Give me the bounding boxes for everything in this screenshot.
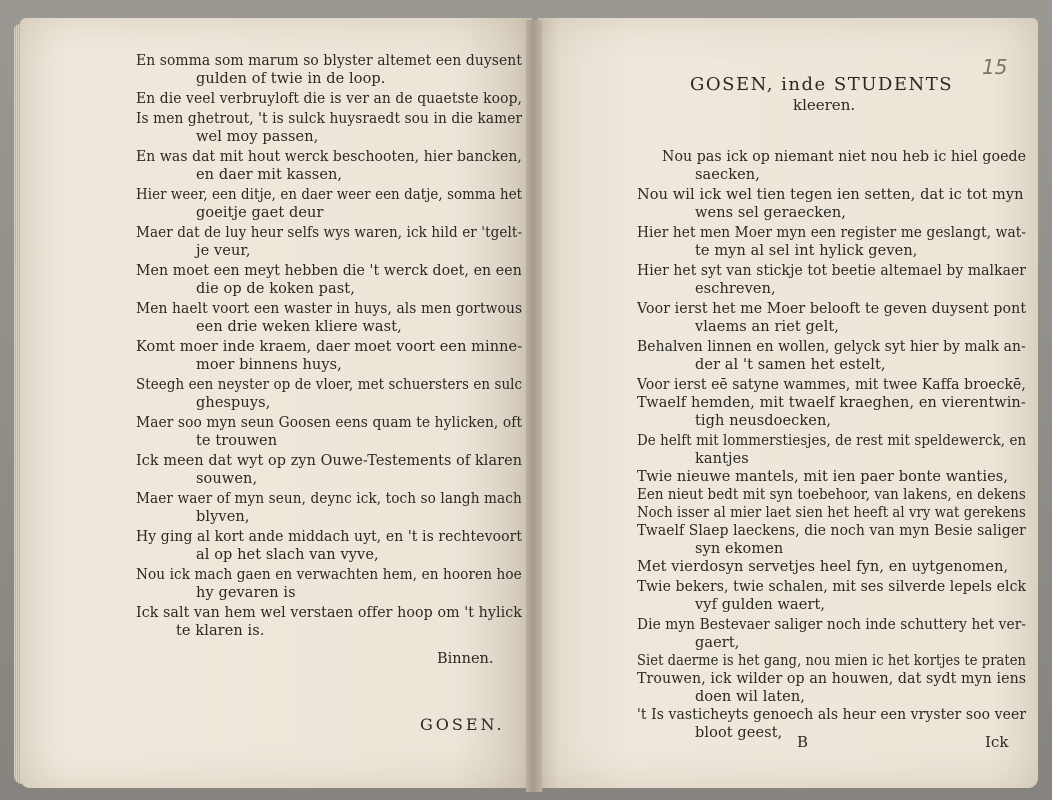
right-line: Hier het men Moer myn een register me geslangt, wat-: [637, 225, 1027, 241]
left-line: en daer mit kassen,: [196, 167, 343, 183]
left-line: die op de koken past,: [196, 281, 355, 297]
right-line: Twaelf Slaep laeckens, die noch van myn Besie saliger: [637, 523, 1026, 539]
left-line: Komt moer inde kraem, daer moet voort een minne-: [136, 339, 523, 355]
left-line: Men moet een meyt hebben die 't werck doet, en een: [136, 263, 522, 279]
left-line: Hier weer, een ditje, en daer weer een datje, somma het: [136, 187, 523, 203]
right-line: Een nieut bedt mit syn toebehoor, van lakens, en dekens: [637, 487, 1026, 503]
left-line: blyven,: [196, 509, 250, 525]
left-line: Ick meen dat wyt op zyn Ouwe-Testements of klaren: [136, 453, 523, 469]
right-line: Hier het syt van stickje tot beetie altemael by malkaer: [637, 263, 1027, 279]
right-line: Trouwen, ick wilder op an houwen, dat sydt myn iens: [637, 671, 1027, 687]
right-line: tigh neusdoecken,: [695, 413, 832, 429]
book-gutter: [526, 20, 542, 792]
right-line: Voor ierst eē satyne wammes, mit twee Kaffa broeckē,: [637, 377, 1026, 393]
left-line: Ick salt van hem wel verstaen offer hoop om 't hylick: [136, 605, 522, 621]
left-line: moer binnens huys,: [196, 357, 342, 373]
right-line: Met vierdosyn servetjes heel fyn, en uytgenomen,: [637, 559, 1009, 575]
right-line: der al 't samen het estelt,: [695, 357, 886, 373]
left-line: Nou ick mach gaen en verwachten hem, en hooren hoe: [136, 567, 522, 583]
right-line: Twie bekers, twie schalen, mit ses silverde lepels elck: [637, 579, 1027, 595]
right-line: saecken,: [695, 167, 760, 183]
left-line: een drie weken kliere wast,: [196, 319, 402, 335]
right-line: Behalven linnen en wollen, gelyck syt hier by malk an-: [637, 339, 1026, 355]
right-line: eschreven,: [695, 281, 776, 297]
right-line: Twaelf hemden, mit twaelf kraeghen, en vierentwin-: [637, 395, 1026, 411]
right-line: Voor ierst het me Moer belooft te geven duysent pont: [637, 301, 1027, 317]
right-line: doen wil laten,: [695, 689, 805, 705]
left-line: Maer soo myn seun Goosen eens quam te hylicken, oft: [136, 415, 523, 431]
right-line: Twie nieuwe mantels, mit ien paer bonte wanties,: [637, 469, 1009, 485]
left-line: te trouwen: [196, 433, 278, 449]
right-line: vyf gulden waert,: [695, 597, 826, 613]
left-line: Is men ghetrout, 't is sulck huysraedt sou in die kamer: [136, 111, 523, 127]
signature-mark: B: [797, 733, 809, 751]
left-line: En die veel verbruyloft die is ver an de quaetste koop,: [136, 91, 523, 107]
left-line: Steegh een neyster op de vloer, met schuersters en sulc: [136, 377, 523, 393]
right-line: wens sel geraecken,: [695, 205, 847, 221]
left-line: wel moy passen,: [196, 129, 319, 145]
right-catchword: Ick: [985, 733, 1009, 751]
left-line: goeitje gaet deur: [196, 205, 324, 221]
left-line: al op het slach van vyve,: [196, 547, 379, 563]
left-line: hy gevaren is: [196, 585, 296, 601]
left-line: te klaren is.: [176, 623, 265, 639]
right-line: gaert,: [695, 635, 740, 651]
left-line: En was dat mit hout werck beschooten, hier bancken,: [136, 149, 522, 165]
right-line: te myn al sel int hylick geven,: [695, 243, 918, 259]
left-line: En somma som marum so blyster altemet een duysent: [136, 53, 522, 69]
right-line: 't Is vasticheyts genoech als heur een vryster soo veer: [637, 707, 1027, 723]
left-line: ghespuys,: [196, 395, 271, 411]
left-line: gulden of twie in de loop.: [196, 71, 386, 87]
right-line: Nou pas ick op niemant niet nou heb ic hiel goede: [662, 149, 1027, 165]
left-line: Hy ging al kort ande middach uyt, en 't is rechtevoort: [136, 529, 523, 545]
left-line: souwen,: [196, 471, 258, 487]
running-subhead: kleeren.: [793, 96, 856, 114]
handwritten-folio-number: 15: [982, 55, 1008, 79]
right-line: bloot geest,: [695, 725, 783, 741]
right-line: Noch isser al mier laet sien het heeft al vry wat gerekens: [637, 505, 1026, 521]
right-line: kantjes: [695, 451, 749, 467]
left-line: Maer dat de luy heur selfs wys waren, ick hild er 'tgelt-: [136, 225, 523, 241]
left-line: Maer waer of myn seun, deync ick, toch so langh mach: [136, 491, 522, 507]
left-catchword: GOSEN.: [420, 715, 505, 734]
right-line: Siet daerme is het gang, nou mien ic het kortjes te praten: [637, 653, 1027, 669]
running-head: GOSEN, inde STUDENTS: [690, 74, 954, 95]
right-line: syn ekomen: [695, 541, 784, 557]
right-line: vlaems an riet gelt,: [695, 319, 839, 335]
right-line: De helft mit lommerstiesjes, de rest mit speldewerck, en: [637, 433, 1027, 449]
right-line: Die myn Bestevaer saliger noch inde schuttery het ver-: [637, 617, 1027, 633]
left-line: je veur,: [196, 243, 251, 259]
left-line: Men haelt voort een waster in huys, als men gortwous: [136, 301, 523, 317]
exit-stage-direction: Binnen.: [437, 651, 494, 667]
right-line: Nou wil ick wel tien tegen ien setten, dat ic tot myn: [637, 187, 1024, 203]
